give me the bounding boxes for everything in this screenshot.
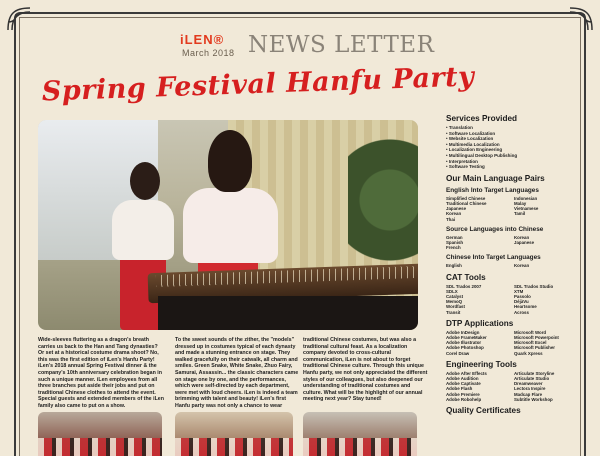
list-item: Wordfast: [446, 304, 465, 310]
list-item: Quark Xpress: [514, 350, 543, 356]
quality-certificates-title: Quality Certificates: [446, 406, 521, 416]
list-item: Microsoft Powerpoint: [514, 335, 559, 340]
article-column-1: Wide-sleeves fluttering as a dragon's breath carries us back to the Han and Tang dynasties? Or set at a historical costume drama shoot? No, this was the first edition of iLen's Hanfu Party! iLen's 2018 annual Spring Festival dinner & the company's 10th anniversary celebration began in such a unique manner. iLen employees from all three branches put aside their jobs and put on traditional Chinese clothes to attend the event. Special guests and extended members of the iLen family also came to put on a show.: [38, 337, 164, 409]
list-item: Corel Draw: [446, 350, 470, 356]
engineering-tools-list: [446, 371, 586, 402]
event-photo-3: [303, 412, 417, 456]
services-list: [446, 125, 586, 170]
list-item: Microsoft Excel: [514, 340, 547, 346]
list-item: • Multimedia Localization: [446, 142, 586, 148]
article-column-2: To the sweet sounds of the zither, the "models" dressed up in costumes typical of each dynasty and made a stunning entrance on stage. They walked gracefully on their catwalk, all charm and smiles. Green Snake, White Snake, Zhuo Fairy, Samurai, Assassin... the classic characters came on stage one by one, and the performances, which were self-directed by each department, were met with loud cheers. iLen is indeed a team brimming with talent and beauty! iLen's first Hanfu party was not only a chance to wear: [175, 337, 299, 409]
list-item: Adobe Premiere: [446, 391, 480, 397]
list-item: Transit: [446, 309, 461, 315]
list-item: Madcap Flare: [514, 391, 543, 397]
issue-date: March 2018: [182, 48, 235, 58]
list-item: • Software Localization: [446, 131, 586, 137]
into-target-title: English Into Target Languages: [446, 186, 539, 194]
ornament-corner-right-icon: [566, 4, 596, 34]
list-item: Thai: [446, 216, 456, 222]
list-item: Adobe Illustrator: [446, 340, 482, 346]
language-pairs-title: Our Main Language Pairs: [446, 173, 545, 183]
list-item: Lectora Inspire: [514, 386, 546, 392]
cat-tools-title: CAT Tools: [446, 272, 486, 282]
chinese-target-title: Chinese Into Target Languages: [446, 254, 541, 262]
list-item: Dreamweaver: [514, 381, 543, 387]
dtp-title: DTP Applications: [446, 318, 514, 328]
sidebar: [446, 110, 586, 415]
into-target-list: [446, 196, 586, 222]
list-item: Subtitle Workshop: [514, 396, 553, 402]
list-item: Korean: [446, 211, 462, 217]
list-item: Malay: [514, 200, 527, 206]
list-item: Korean: [514, 263, 530, 269]
list-item: Adobe Photoshop: [446, 345, 484, 351]
chinese-target-list: [446, 263, 586, 268]
list-item: • Multilingual Desktop Publishing: [446, 153, 586, 159]
list-item: Microsoft Word: [514, 329, 547, 335]
list-item: Heartsome: [514, 304, 537, 310]
ornament-corner-left-icon: [4, 4, 34, 34]
list-item: • Interpretation: [446, 159, 586, 165]
list-item: Spanish: [446, 239, 464, 245]
dtp-list: [446, 330, 586, 356]
list-item: SDL Trados Studio: [514, 283, 554, 289]
list-item: Simplified Chinese: [446, 195, 486, 201]
list-item: • Translation: [446, 125, 586, 131]
event-photo-2: [175, 412, 293, 456]
masthead: [180, 30, 440, 64]
list-item: Korean: [514, 234, 530, 240]
list-item: Adobe FrameMaker: [446, 335, 487, 340]
list-item: Microsoft Publisher: [514, 345, 555, 351]
list-item: Articulate Studio: [514, 376, 550, 382]
list-item: Traditional Chinese: [446, 200, 487, 206]
cat-tools-list: [446, 284, 586, 315]
list-item: Adobe After Effects: [446, 370, 487, 376]
article-column-3: traditional Chinese costumes, but was also a traditional cultural feast. As a localization company devoted to cross-cultural communication, iLen is not about to forget traditional Chinese culture. Through this unique Hanfu party, we not only appreciated the different styles of our colleagues, but also deepened our understanding of traditional costumes and culture. What will be the highlight of our annual meeting next year? Stay tuned!: [303, 337, 428, 403]
list-item: Japanese: [446, 206, 467, 212]
list-item: Across: [514, 309, 529, 315]
list-item: DéjàVu: [514, 299, 529, 305]
list-item: Tamil: [514, 211, 526, 217]
list-item: • Website Localization: [446, 136, 586, 142]
into-chinese-title: Source Languages into Chinese: [446, 225, 544, 233]
list-item: Indonesian: [514, 195, 538, 201]
list-item: Adobe Robohelp: [446, 396, 482, 402]
list-item: Adobe Audition: [446, 376, 479, 382]
list-item: Passolo: [514, 293, 531, 299]
newsletter-title: NEWS LETTER: [248, 32, 435, 58]
list-item: Adobe Captivate: [446, 381, 481, 387]
list-item: Articulate Storyline: [514, 370, 555, 376]
event-photo-1: [38, 412, 162, 456]
list-item: Adobe InDesign: [446, 329, 480, 335]
list-item: Adobe Flash: [446, 386, 473, 392]
list-item: English: [446, 263, 462, 269]
hero-photo: [38, 120, 418, 330]
into-chinese-list: [446, 235, 586, 251]
list-item: German: [446, 234, 463, 240]
list-item: Catalyst: [446, 293, 464, 299]
article-headline: Spring Festival Hanfu Party: [41, 61, 475, 108]
ilen-logo: iLEN®: [180, 32, 225, 47]
list-item: XTM: [514, 288, 524, 294]
list-item: MemoQ: [446, 299, 463, 305]
engineering-tools-title: Engineering Tools: [446, 359, 517, 369]
list-item: • Software Testing: [446, 164, 586, 170]
list-item: Vietnamese: [514, 206, 539, 212]
list-item: SDLX: [446, 288, 458, 294]
list-item: SDL Trados 2007: [446, 283, 482, 289]
list-item: French: [446, 245, 461, 251]
services-title: Services Provided: [446, 114, 517, 123]
list-item: • Localization Engineering: [446, 147, 586, 153]
list-item: Japanese: [514, 239, 535, 245]
